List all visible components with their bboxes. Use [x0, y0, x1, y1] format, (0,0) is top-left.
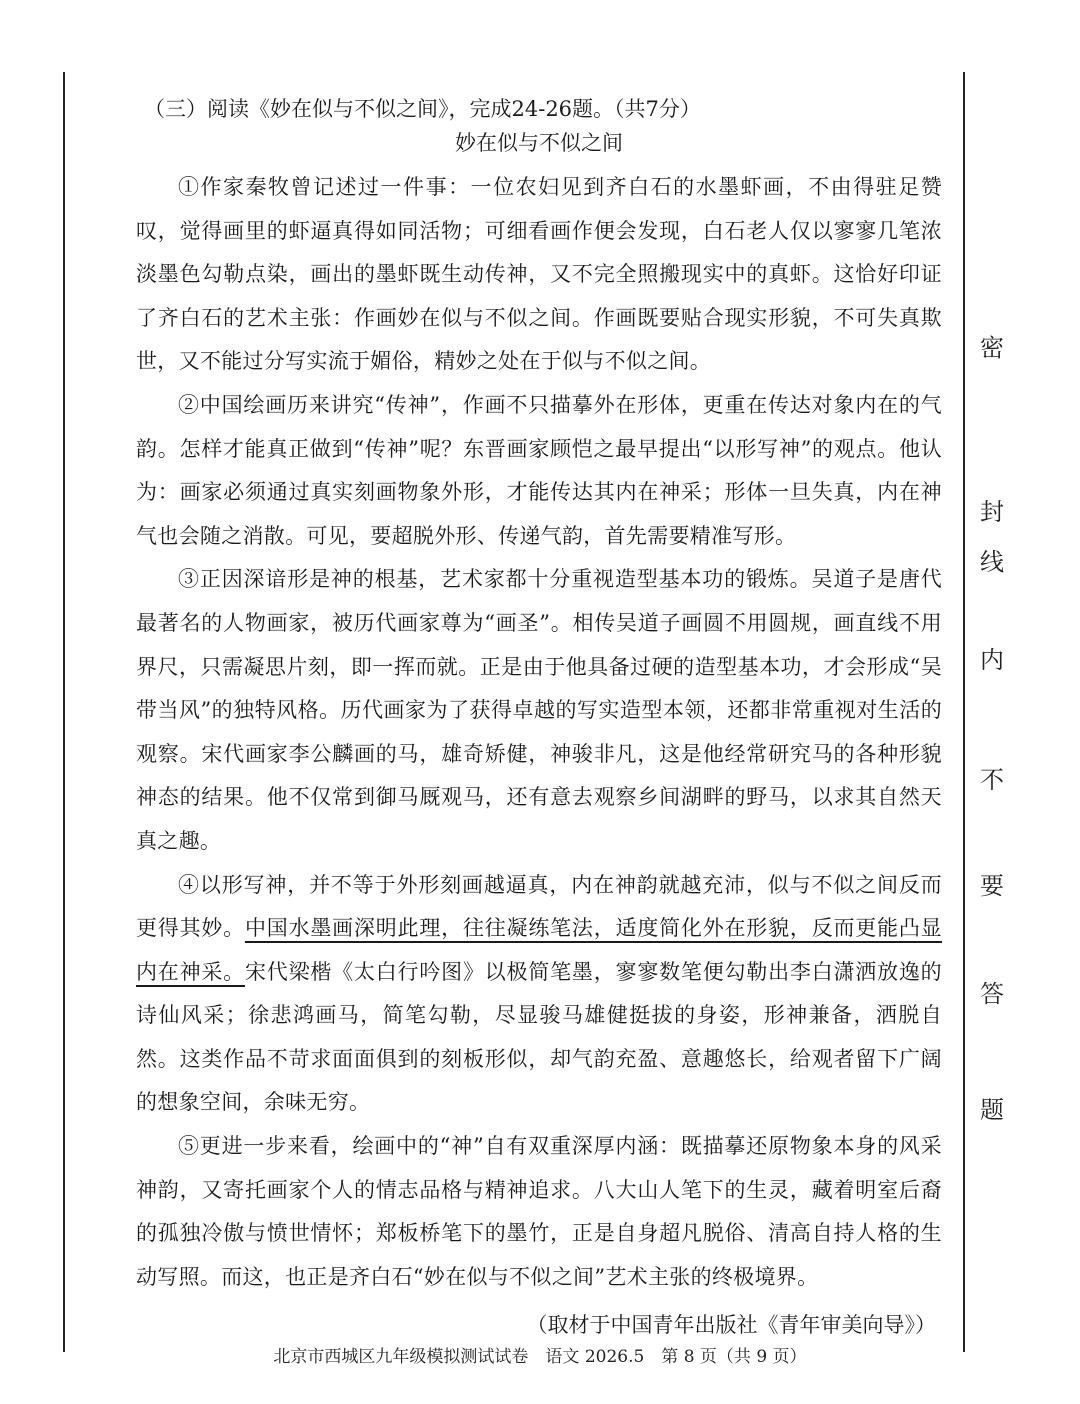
- paragraph-text: ③正因深谙形是神的根基，艺术家都十分重视造型基本功的锻炼。吴道子是唐代最著名的人物画家，被历代画家尊为“画圣”。相传吴道子画圆不用圆规，画直线不用界尺，只需凝思片刻，即一挥而就。正是由于他具备过硬的造型基本功，才会形成“吴带当风”的独特风格。历代画家为了获得卓越的写实造型本领，还都非常重视对生活的观察。宋代画家李公麟画的马，雄奇矫健，神骏非凡，这是他经常研究马的各种形貌神态的结果。他不仅常到御马厩观马，还有意去观察乡间湖畔的野马，以求其自然天真之趣。: [136, 567, 942, 853]
- seal-char: 答: [980, 980, 1004, 1008]
- paragraph-text: 宋代梁楷《太白行吟图》以极简笔墨，寥寥数笔便勾勒出李白潇洒放逸的诗仙风采；徐悲鸿画马，简笔勾勒，尽显骏马雄健挺拔的身姿，形神兼备，洒脱自然。这类作品不苛求面面俱到的刻板形似，却气韵充盈、意趣悠长，给观者留下广阔的想象空间，余味无穷。: [136, 959, 942, 1115]
- underlined-sentence: 中国水墨画深明此理，往往凝练笔法，适度简化外在形貌，反而更能凸显内在神采。: [136, 916, 942, 984]
- paragraph-text: ⑤更进一步来看，绘画中的“神”自有双重深厚内涵：既描摹还原物象本身的风采神韵，又寄托画家个人的情志品格与精神追求。八大山人笔下的生灵，藏着明室后裔的孤独冷傲与愤世情怀；郑板桥笔下的墨竹，正是自身超凡脱俗、清高自持人格的生动写照。而这，也正是齐白石“妙在似与不似之间”艺术主张的终极境界。: [136, 1134, 942, 1289]
- paragraph-text: ②中国绘画历来讲究“传神”，作画不只描摹外在形体，更重在传达对象内在的气韵。怎样才能真正做到“传神”呢？东晋画家顾恺之最早提出“以形写神”的观点。他认为：画家必须通过真实刻画物象外形，才能传达其内在神采；形体一旦失真，内在神气也会随之消散。可见，要超脱外形、传递气韵，首先需要精准写形。: [136, 392, 942, 548]
- paragraph: [136, 558, 942, 863]
- paragraph: [136, 384, 942, 558]
- paragraph: [136, 166, 942, 384]
- seal-line-notice: [964, 72, 1016, 1352]
- page-footer: 北京市西城区九年级模拟测试试卷 语文 2026.5 第 8 页（共 9 页）: [273, 1347, 807, 1367]
- seal-char: 内: [980, 646, 1004, 674]
- paragraph-text: ④以形写神，并不等于外形刻画越逼真，内在神韵就越充沛，似与不似之间反而更得其妙。: [136, 872, 942, 941]
- article-title: 妙在似与不似之间: [455, 131, 623, 155]
- left-border-line: [63, 72, 65, 1352]
- seal-char: 不: [980, 766, 1004, 794]
- reading-passage: [136, 94, 942, 1343]
- seal-char: 线: [980, 548, 1004, 576]
- seal-char: 密: [980, 334, 1004, 362]
- seal-char: 封: [980, 498, 1004, 526]
- paragraph-text: ①作家秦牧曾记述过一件事：一位农妇见到齐白石的水墨虾画，不由得驻足赞叹，觉得画里的虾逼真得如同活物；可细看画作便会发现，白石老人仅以寥寥几笔浓淡墨色勾勒点染，画出的墨虾既生动传神，又不完全照搬现实中的真虾。这恰好印证了齐白石的艺术主张：作画妙在似与不似之间。作画既要贴合现实形貌，不可失真欺世，又不能过分写实流于媚俗，精妙之处在于似与不似之间。: [136, 175, 942, 374]
- source-citation: （取材于中国青年出版社《青年审美向导》）: [526, 1313, 936, 1338]
- seal-char: 要: [980, 872, 1004, 900]
- paragraph: [136, 864, 942, 1126]
- section-header: （三）阅读《妙在似与不似之间》，完成24-26题。（共7分）: [144, 97, 701, 121]
- paragraph: [136, 1125, 942, 1299]
- seal-char: 题: [980, 1096, 1004, 1124]
